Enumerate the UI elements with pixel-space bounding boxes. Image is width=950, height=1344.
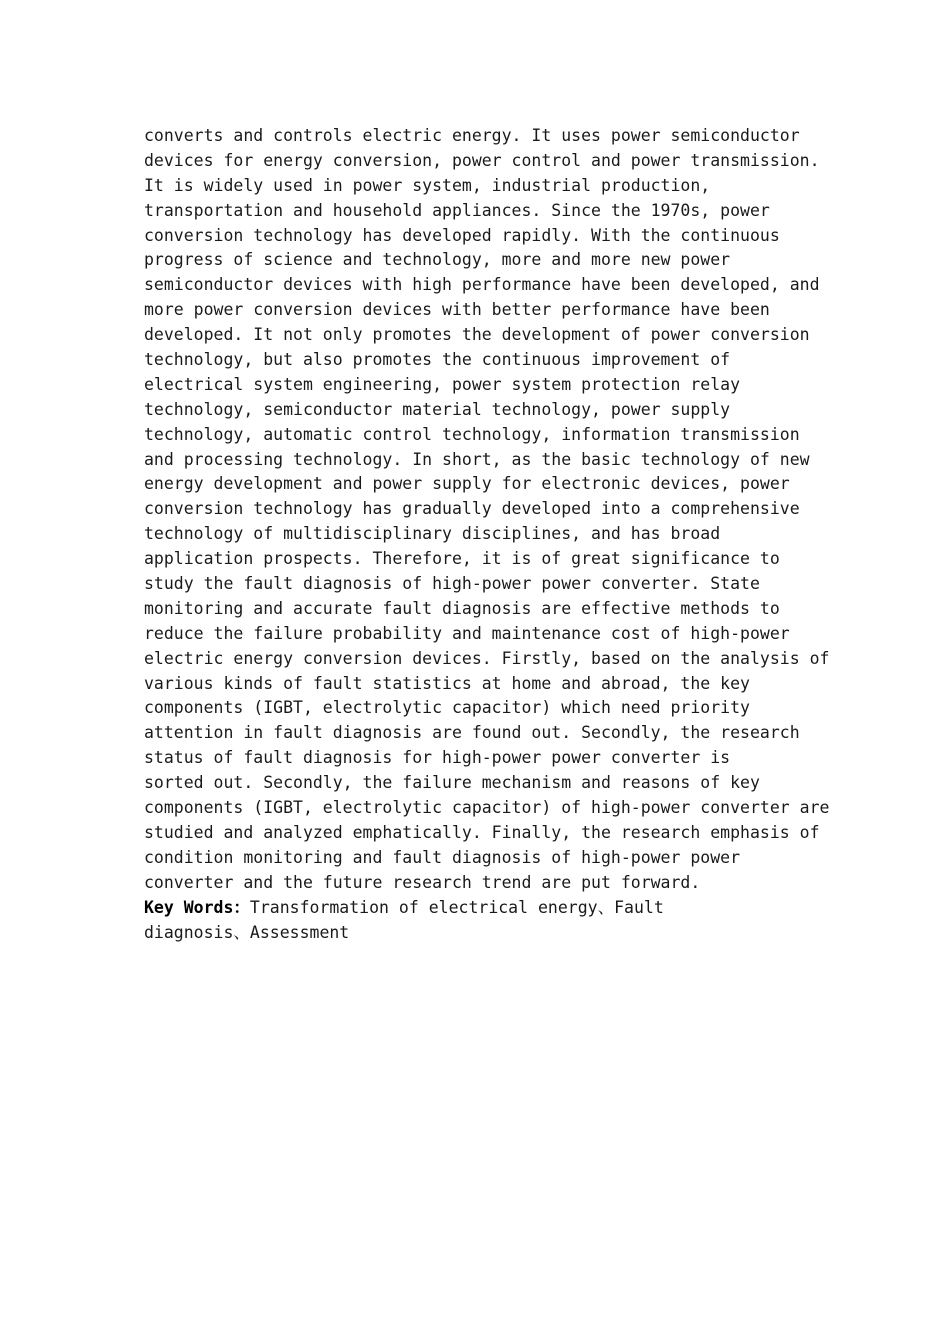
abstract-line: status of fault diagnosis for high-power power converter is [144,748,731,768]
abstract-line: conversion technology has developed rapidly. With the continuous [144,225,780,245]
abstract-line: application prospects. Therefore, it is of great significance to [144,549,780,569]
abstract-line: conversion technology has gradually developed into a comprehensive [144,499,800,519]
abstract-line: converts and controls electric energy. It uses power semiconductor [144,126,800,145]
abstract-line: condition monitoring and fault diagnosis of high-power power [144,847,741,867]
abstract-line: study the fault diagnosis of high-power power converter. State [144,574,760,594]
abstract-line: progress of science and technology, more and more new power [144,250,731,270]
abstract-body [144,124,830,945]
abstract-line: technology, but also promotes the continuous improvement of [144,350,731,370]
abstract-line: more power conversion devices with better performance have been [144,300,770,320]
keywords-line-continued: diagnosis、Assessment [144,922,350,942]
abstract-line: studied and analyzed emphatically. Finally, the research emphasis of [144,822,820,842]
abstract-line: various kinds of fault statistics at home and abroad, the key [144,673,750,693]
abstract-line: components (IGBT, electrolytic capacitor) of high-power converter are [144,798,830,818]
abstract-line: components (IGBT, electrolytic capacitor) which need priority [144,698,750,718]
abstract-line: technology, semiconductor material technology, power supply [144,399,731,419]
abstract-line: sorted out. Secondly, the failure mechanism and reasons of key [144,773,760,793]
abstract-line: converter and the future research trend are put forward. [144,872,701,892]
abstract-line: electrical system engineering, power system protection relay [144,374,741,394]
abstract-line: devices for energy conversion, power control and power transmission. [144,150,820,170]
abstract-line: reduce the failure probability and maintenance cost of high-power [144,623,790,643]
abstract-line: transportation and household appliances. Since the 1970s, power [144,200,770,220]
abstract-line: and processing technology. In short, as the basic technology of new [144,449,810,469]
abstract-line: attention in fault diagnosis are found out. Secondly, the research [144,723,800,743]
abstract-line: technology, automatic control technology, information transmission [144,424,800,444]
abstract-line: technology of multidisciplinary disciplines, and has broad [144,524,721,544]
abstract-line: monitoring and accurate fault diagnosis are effective methods to [144,598,780,618]
abstract-line: energy development and power supply for electronic devices, power [144,474,790,494]
abstract-line: developed. It not only promotes the development of power conversion [144,325,810,345]
abstract-line: It is widely used in power system, industrial production, [144,175,711,195]
keywords-line [144,896,824,921]
abstract-line: electric energy conversion devices. Firstly, based on the analysis of [144,648,830,668]
abstract-line: semiconductor devices with high performance have been developed, and [144,275,820,295]
keywords-text: Transformation of electrical energy、Fault [249,897,664,917]
keywords-label: Key Words： [144,897,250,917]
